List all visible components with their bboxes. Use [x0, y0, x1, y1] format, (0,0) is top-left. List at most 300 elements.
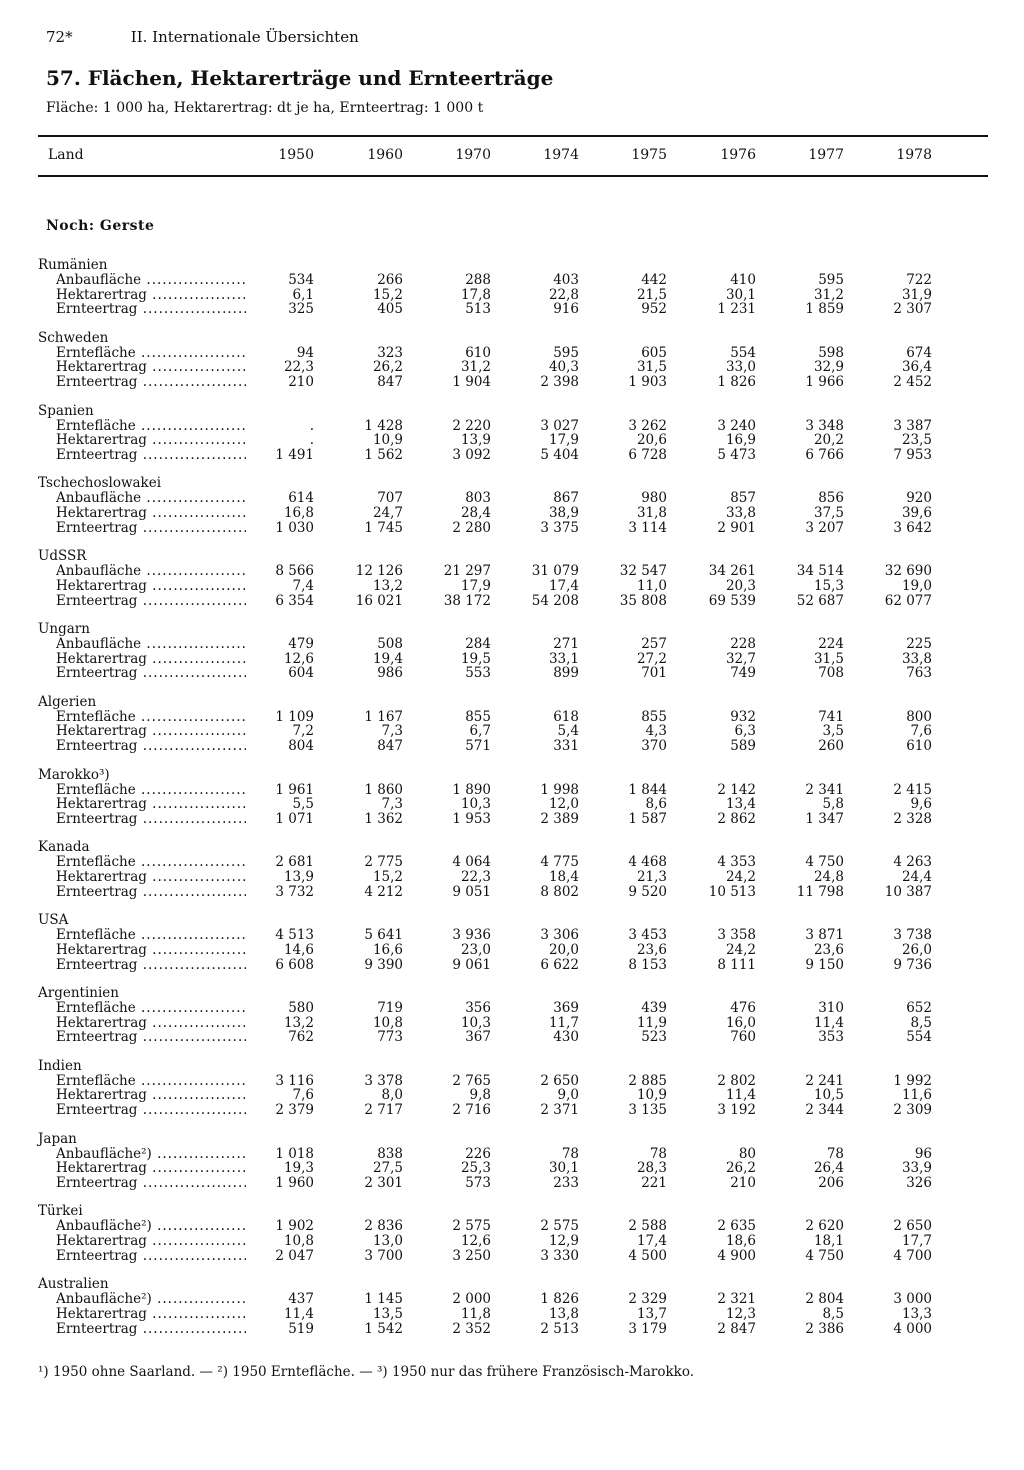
- table-cell: 8,5: [822, 1305, 844, 1322]
- table-cell: 3 000: [893, 1291, 932, 1308]
- table-cell: 24,7: [372, 505, 403, 522]
- table-cell: 19,5: [460, 650, 491, 667]
- table-cell: 3,5: [822, 723, 844, 740]
- table-cell: 24,2: [725, 869, 756, 886]
- table-cell: 226: [465, 1145, 491, 1162]
- table-cell: 10 513: [708, 883, 756, 900]
- table-cell: 11,9: [636, 1014, 667, 1031]
- table-cell: 23,6: [813, 941, 844, 958]
- table-cell: 31,8: [636, 505, 667, 522]
- table-cell: 2 142: [717, 781, 756, 798]
- row-label: Ernteertrag .....: [56, 958, 246, 973]
- table-cell: 2 901: [717, 519, 756, 536]
- row-label: Ernteertrag .....: [56, 739, 246, 754]
- table-cell: 5,8: [822, 796, 844, 813]
- table-cell: 430: [553, 1029, 579, 1046]
- table-cell: 24,2: [725, 941, 756, 958]
- table-cell: 3 387: [893, 417, 932, 434]
- table-row: [0, 1001, 1024, 1016]
- row-label: Hektarertrag .....: [56, 506, 246, 521]
- table-cell: 17,8: [460, 286, 491, 303]
- table-cell: 3 871: [805, 927, 844, 944]
- table-cell: 33,8: [725, 505, 756, 522]
- country-name: Argentinien: [38, 985, 119, 1001]
- country-name: Australien: [38, 1276, 109, 1293]
- table-cell: 2 307: [893, 301, 932, 318]
- country-block: [0, 331, 1024, 393]
- table-row: [0, 1176, 1024, 1191]
- table-cell: 266: [377, 272, 403, 288]
- table-row: [0, 1161, 1024, 1176]
- table-cell: 554: [730, 344, 756, 361]
- table-cell: 26,2: [725, 1160, 756, 1177]
- row-label: Hektarertrag .....: [56, 288, 246, 303]
- row-label: Hektarertrag .....: [56, 1016, 246, 1031]
- table-cell: 2 328: [893, 810, 932, 827]
- country-block: [0, 1132, 1024, 1194]
- table-cell: 952: [641, 301, 667, 318]
- table-cell: 6 622: [540, 956, 579, 973]
- country-name: Japan: [38, 1130, 77, 1147]
- table-cell: 24,8: [813, 869, 844, 886]
- page-header: [46, 28, 359, 46]
- table-cell: 855: [465, 708, 491, 725]
- table-cell: 10,5: [813, 1087, 844, 1104]
- table-cell: 2 220: [452, 417, 491, 434]
- table-row: [0, 433, 1024, 448]
- table-cell: 52 687: [796, 592, 844, 609]
- row-label: Hektarertrag .....: [56, 943, 246, 958]
- table-cell: 707: [377, 490, 403, 507]
- row-label: Hektarertrag .....: [56, 724, 246, 739]
- table-cell: 6 766: [805, 446, 844, 463]
- table-cell: 369: [553, 1000, 579, 1016]
- table-cell: 323: [377, 344, 403, 361]
- table-cell: 3 700: [364, 1247, 403, 1264]
- table-cell: 13,4: [725, 796, 756, 813]
- table-cell: 3 192: [717, 1102, 756, 1119]
- table-cell: 228: [730, 636, 756, 652]
- table-cell: 260: [818, 738, 844, 755]
- table-cell: 37,5: [813, 505, 844, 522]
- table-cell: 1 992: [893, 1072, 932, 1089]
- table-cell: 11,6: [901, 1087, 932, 1104]
- table-cell: 1 902: [275, 1218, 314, 1235]
- table-cell: 353: [818, 1029, 844, 1046]
- table-cell: 11,4: [283, 1305, 314, 1322]
- table-cell: 741: [818, 708, 844, 725]
- table-cell: 3 027: [540, 417, 579, 434]
- table-cell: 17,4: [636, 1233, 667, 1250]
- table-row: [0, 419, 1024, 434]
- table-cell: 899: [553, 665, 579, 682]
- table-cell: 4 353: [717, 854, 756, 871]
- country-block: [0, 840, 1024, 902]
- table-cell: 2 836: [364, 1218, 403, 1235]
- country-block: [0, 695, 1024, 757]
- country-name: Türkei: [38, 1203, 83, 1220]
- table-cell: 2 379: [275, 1102, 314, 1119]
- table-cell: 325: [288, 301, 314, 318]
- table-cell: 2 280: [452, 519, 491, 536]
- table-cell: 1 145: [364, 1291, 403, 1308]
- table-cell: 674: [906, 344, 932, 361]
- row-label: Erntefläche .....: [56, 710, 246, 725]
- table-cell: 13,5: [372, 1305, 403, 1322]
- table-cell: 18,1: [813, 1233, 844, 1250]
- table-row: [0, 1307, 1024, 1322]
- table-cell: 69 539: [708, 592, 756, 609]
- table-row: [0, 360, 1024, 375]
- table-cell: 2 775: [364, 854, 403, 871]
- table-cell: 8,0: [381, 1087, 403, 1104]
- row-label: Ernteertrag .....: [56, 594, 246, 609]
- country-block: [0, 622, 1024, 684]
- table-cell: 1 826: [540, 1291, 579, 1308]
- table-row: [0, 302, 1024, 317]
- table-cell: 32,9: [813, 359, 844, 376]
- row-label: Ernteertrag .....: [56, 1030, 246, 1045]
- table-cell: 916: [553, 301, 579, 318]
- country-block: [0, 258, 1024, 320]
- table-cell: 20,6: [636, 432, 667, 449]
- table-cell: 326: [906, 1174, 932, 1191]
- table-cell: 13,0: [372, 1233, 403, 1250]
- table-cell: 2 862: [717, 810, 756, 827]
- table-cell: 221: [641, 1174, 667, 1191]
- table-row: [0, 1103, 1024, 1118]
- table-row: [0, 885, 1024, 900]
- table-cell: 1 030: [275, 519, 314, 536]
- table-cell: 19,4: [372, 650, 403, 667]
- table-cell: 5 404: [540, 446, 579, 463]
- table-cell: 31,9: [901, 286, 932, 303]
- table-cell: 3 378: [364, 1072, 403, 1089]
- table-row: [0, 797, 1024, 812]
- table-cell: 1 167: [364, 708, 403, 725]
- table-cell: 838: [377, 1145, 403, 1162]
- table-cell: 847: [377, 738, 403, 755]
- country-block: [0, 913, 1024, 975]
- table-cell: 2 765: [452, 1072, 491, 1089]
- table-cell: 523: [641, 1029, 667, 1046]
- country-block: [0, 1059, 1024, 1121]
- table-cell: 2 000: [452, 1291, 491, 1308]
- table-cell: 2 804: [805, 1291, 844, 1308]
- table-row: [0, 1030, 1024, 1045]
- table-cell: 36,4: [901, 359, 932, 376]
- table-cell: 7,6: [910, 723, 932, 740]
- table-cell: 3 092: [452, 446, 491, 463]
- table-cell: 1 903: [628, 374, 667, 391]
- table-cell: 1 071: [275, 810, 314, 827]
- table-cell: 595: [553, 344, 579, 361]
- table-cell: 2 389: [540, 810, 579, 827]
- table-cell: 11,7: [548, 1014, 579, 1031]
- table-cell: 206: [818, 1174, 844, 1191]
- table-row: [0, 666, 1024, 681]
- table-cell: 13,8: [548, 1305, 579, 1322]
- table-cell: 22,3: [460, 869, 491, 886]
- table-cell: 34 261: [708, 563, 756, 580]
- table-cell: 26,4: [813, 1160, 844, 1177]
- row-label: Erntefläche .....: [56, 419, 246, 434]
- table-cell: 6,1: [292, 286, 314, 303]
- table-cell: 225: [906, 636, 932, 652]
- table-cell: 11 798: [796, 883, 844, 900]
- row-label: Ernteertrag .....: [56, 521, 246, 536]
- table-cell: 13,9: [283, 869, 314, 886]
- table-cell: .: [309, 417, 314, 434]
- table-cell: 2 717: [364, 1102, 403, 1119]
- country-block: [0, 768, 1024, 830]
- table-cell: 6 354: [275, 592, 314, 609]
- table-row: [0, 564, 1024, 579]
- row-label: Ernteertrag .....: [56, 666, 246, 681]
- table-cell: 932: [730, 708, 756, 725]
- table-cell: 3 330: [540, 1247, 579, 1264]
- table-cell: 722: [906, 272, 932, 288]
- table-row: [0, 943, 1024, 958]
- table-cell: 367: [465, 1029, 491, 1046]
- table-cell: 9,6: [910, 796, 932, 813]
- table-cell: 2 650: [540, 1072, 579, 1089]
- country-name: USA: [38, 912, 69, 929]
- table-cell: 7,4: [292, 577, 314, 594]
- country-name: Kanada: [38, 839, 90, 856]
- table-row: [0, 521, 1024, 536]
- table-row: [0, 1322, 1024, 1337]
- table-cell: 4 500: [628, 1247, 667, 1264]
- table-cell: 2 329: [628, 1291, 667, 1308]
- table-cell: 31,2: [460, 359, 491, 376]
- table-cell: 8,6: [645, 796, 667, 813]
- table-cell: 17,9: [548, 432, 579, 449]
- footnotes: ¹) 1950 ohne Saarland. — ²) 1950 Erntefläche. — ³) 1950 nur das frühere Französisch-Marokko.: [38, 1364, 695, 1380]
- table-cell: 9 061: [452, 956, 491, 973]
- table-row: [0, 579, 1024, 594]
- table-cell: 763: [906, 665, 932, 682]
- country-name: Indien: [38, 1057, 82, 1074]
- table-cell: 8 111: [717, 956, 756, 973]
- table-cell: 22,3: [283, 359, 314, 376]
- table-cell: 2 321: [717, 1291, 756, 1308]
- table-cell: 78: [561, 1145, 579, 1162]
- table-cell: 13,2: [283, 1014, 314, 1031]
- table-cell: 4 900: [717, 1247, 756, 1264]
- table-cell: 8 566: [275, 563, 314, 580]
- table-row: [0, 1016, 1024, 1031]
- table-cell: 3 116: [275, 1072, 314, 1089]
- table-cell: 2 241: [805, 1072, 844, 1089]
- table-cell: 30,1: [725, 286, 756, 303]
- table-cell: 2 352: [452, 1320, 491, 1337]
- table-cell: 18,4: [548, 869, 579, 886]
- table-cell: 2 575: [452, 1218, 491, 1235]
- table-cell: 3 135: [628, 1102, 667, 1119]
- table-cell: 2 847: [717, 1320, 756, 1337]
- table-cell: 17,7: [901, 1233, 932, 1250]
- table-cell: 31,2: [813, 286, 844, 303]
- table-cell: 1 745: [364, 519, 403, 536]
- table-cell: 595: [818, 272, 844, 288]
- country-name: Tschechoslowakei: [38, 475, 162, 492]
- table-cell: 10,9: [636, 1087, 667, 1104]
- table-cell: 22,8: [548, 286, 579, 303]
- table-cell: 20,3: [725, 577, 756, 594]
- table-cell: 6 608: [275, 956, 314, 973]
- row-label: Erntefläche .....: [56, 1001, 246, 1016]
- country-name: Rumänien: [38, 257, 108, 273]
- table-cell: 11,4: [813, 1014, 844, 1031]
- table-cell: 762: [288, 1029, 314, 1046]
- table-cell: 2 716: [452, 1102, 491, 1119]
- table-row: [0, 870, 1024, 885]
- table-cell: 6,3: [734, 723, 756, 740]
- country-name: Marokko³): [38, 766, 110, 783]
- table-cell: 31 079: [531, 563, 579, 580]
- table-cell: 10,9: [372, 432, 403, 449]
- row-label: Anbaufläche .....: [56, 273, 246, 288]
- row-label: Hektarertrag .....: [56, 433, 246, 448]
- table-cell: 31,5: [636, 359, 667, 376]
- table-cell: 553: [465, 665, 491, 682]
- row-label: Hektarertrag .....: [56, 579, 246, 594]
- table-cell: 2 371: [540, 1102, 579, 1119]
- country-name: Schweden: [38, 329, 109, 346]
- table-cell: 3 306: [540, 927, 579, 944]
- table-row: [0, 1219, 1024, 1234]
- table-cell: 12,6: [460, 1233, 491, 1250]
- table-cell: 3 738: [893, 927, 932, 944]
- table-cell: 4 750: [805, 854, 844, 871]
- table-cell: 405: [377, 301, 403, 318]
- table-cell: 16 021: [355, 592, 403, 609]
- table-cell: 17,4: [548, 577, 579, 594]
- table-cell: 2 309: [893, 1102, 932, 1119]
- table-cell: 9 150: [805, 956, 844, 973]
- table-cell: 3 207: [805, 519, 844, 536]
- table-cell: 16,9: [725, 432, 756, 449]
- table-cell: 4 263: [893, 854, 932, 871]
- table-cell: 9 736: [893, 956, 932, 973]
- table-cell: 1 961: [275, 781, 314, 798]
- row-label: Erntefläche .....: [56, 1074, 246, 1089]
- table-cell: 13,9: [460, 432, 491, 449]
- table-cell: 3 732: [275, 883, 314, 900]
- table-cell: 28,4: [460, 505, 491, 522]
- column-header-year: 1977: [808, 147, 844, 163]
- table-cell: 80: [738, 1145, 756, 1162]
- table-cell: 19,3: [283, 1160, 314, 1177]
- table-row: [0, 958, 1024, 973]
- table-cell: 2 301: [364, 1174, 403, 1191]
- table-cell: 24,4: [901, 869, 932, 886]
- table-cell: 1 587: [628, 810, 667, 827]
- country-block: [0, 1277, 1024, 1339]
- table-cell: 26,2: [372, 359, 403, 376]
- table-row: [0, 783, 1024, 798]
- country-name: Ungarn: [38, 621, 90, 637]
- table-cell: 26,0: [901, 941, 932, 958]
- table-cell: 1 018: [275, 1145, 314, 1162]
- table-cell: 9 390: [364, 956, 403, 973]
- row-label: Hektarertrag .....: [56, 360, 246, 375]
- table-row: [0, 273, 1024, 288]
- table-cell: 2 513: [540, 1320, 579, 1337]
- table-cell: 4 212: [364, 883, 403, 900]
- table-cell: 1 491: [275, 446, 314, 463]
- table-cell: 32 547: [619, 563, 667, 580]
- table-row: [0, 710, 1024, 725]
- table-cell: 54 208: [531, 592, 579, 609]
- table-cell: 10,8: [283, 1233, 314, 1250]
- table-cell: 12,9: [548, 1233, 579, 1250]
- table-cell: 16,0: [725, 1014, 756, 1031]
- column-header-year: 1974: [543, 147, 579, 163]
- table-cell: 800: [906, 708, 932, 725]
- table-cell: 804: [288, 738, 314, 755]
- table-cell: 534: [288, 272, 314, 288]
- table-cell: 33,1: [548, 650, 579, 667]
- row-label: Hektarertrag .....: [56, 652, 246, 667]
- table-cell: 589: [730, 738, 756, 755]
- table-cell: 2 681: [275, 854, 314, 871]
- country-block: [0, 1204, 1024, 1266]
- table-cell: 2 802: [717, 1072, 756, 1089]
- table-cell: 13,3: [901, 1305, 932, 1322]
- table-cell: 3 240: [717, 417, 756, 434]
- table-cell: 16,8: [283, 505, 314, 522]
- table-cell: 986: [377, 665, 403, 682]
- table-cell: 38 172: [443, 592, 491, 609]
- table-cell: 1 860: [364, 781, 403, 798]
- table-cell: 442: [641, 272, 667, 288]
- table-row: [0, 812, 1024, 827]
- table-cell: 9,0: [557, 1087, 579, 1104]
- table-row: [0, 1249, 1024, 1264]
- table-cell: 614: [288, 490, 314, 507]
- table-cell: 23,0: [460, 941, 491, 958]
- table-row: [0, 491, 1024, 506]
- page-number: 72*: [46, 28, 73, 46]
- table-cell: 2 386: [805, 1320, 844, 1337]
- table-cell: 12,0: [548, 796, 579, 813]
- table-cell: 96: [914, 1145, 932, 1162]
- table-cell: .: [309, 432, 314, 449]
- column-header-year: 1950: [278, 147, 314, 163]
- table-cell: 3 642: [893, 519, 932, 536]
- table-cell: 33,0: [725, 359, 756, 376]
- country-name: Spanien: [38, 402, 94, 419]
- table-cell: 749: [730, 665, 756, 682]
- table-cell: 2 635: [717, 1218, 756, 1235]
- table-cell: 403: [553, 272, 579, 288]
- table-cell: 331: [553, 738, 579, 755]
- table-cell: 13,2: [372, 577, 403, 594]
- row-label: Erntefläche .....: [56, 928, 246, 943]
- table-cell: 271: [553, 636, 579, 652]
- table-row: [0, 1147, 1024, 1162]
- column-header-year: 1975: [631, 147, 667, 163]
- table-cell: 13,7: [636, 1305, 667, 1322]
- row-label: Ernteertrag .....: [56, 375, 246, 390]
- row-label: Anbaufläche²) .....: [56, 1292, 246, 1307]
- table-cell: 5,5: [292, 796, 314, 813]
- table-row: [0, 652, 1024, 667]
- row-label: Erntefläche .....: [56, 346, 246, 361]
- table-title: 57. Flächen, Hektarerträge und Ernteerträge: [46, 66, 554, 90]
